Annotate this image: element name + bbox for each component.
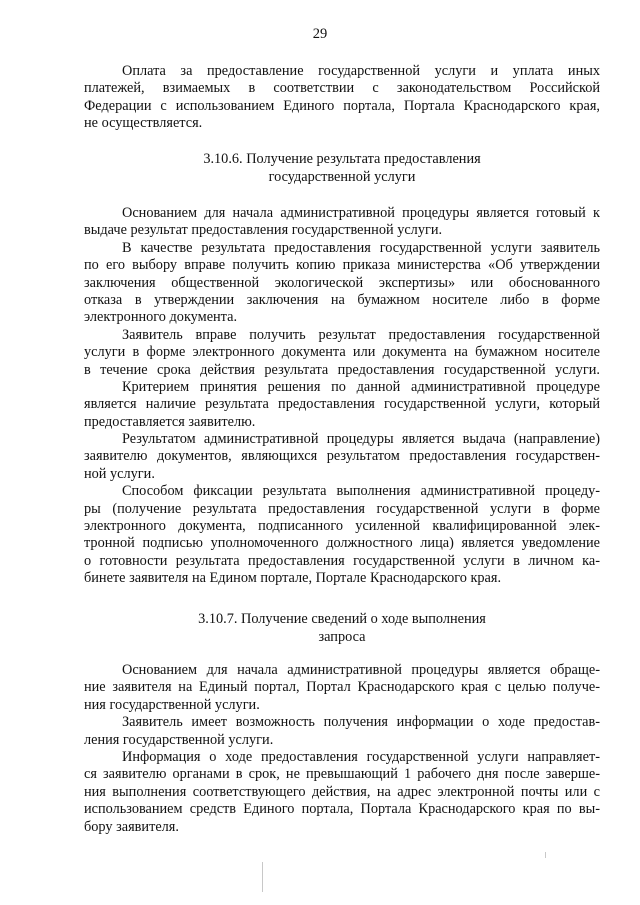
- text-line: бинете заявителя на Едином портале, Портале Краснодарского края.: [84, 570, 502, 587]
- text-line: услуги в форме электронного документа или документа на бумажном носителе: [84, 344, 600, 361]
- text-line: по его выбору вправе получить копию приказа министерства «Об утверждении: [84, 257, 600, 274]
- text-line: выдаче результат предоставления государственной услуги.: [84, 222, 443, 239]
- text-line: отказа в утверждении заключения на бумажном носителе либо в форме: [84, 291, 600, 308]
- text-line: Критерием принятия решения по данной административной процедуре: [122, 378, 600, 395]
- section-heading-3-10-7: [84, 610, 600, 646]
- text-line: Заявитель вправе получить результат предоставления государственной: [122, 326, 600, 343]
- text-line: электронного документа.: [84, 309, 238, 326]
- text-line: Федерации с использованием Единого портала, Портала Краснодарского края,: [84, 97, 600, 114]
- text-line: электронного документа, подписанного усиленной квалифицированной элек-: [84, 518, 600, 535]
- text-line: является наличие результата предоставления государственной услуги, который: [84, 396, 600, 413]
- text-line: Основанием для начала административной процедуры является готовый к: [122, 205, 600, 221]
- text-line: использованием средств Единого портала, Портала Краснодарского края по вы-: [84, 801, 600, 818]
- heading-line: 3.10.6. Получение результата предоставления: [203, 151, 481, 167]
- text-line: ры (получение результата предоставления государственной услуги в форме: [84, 500, 600, 517]
- text-line: о готовности результата предоставления государственной услуги в личном ка-: [84, 552, 600, 569]
- text-line: Оплата за предоставление государственной услуги и уплата иных: [122, 63, 600, 79]
- scan-speck: [262, 862, 263, 892]
- text-line: Информация о ходе предоставления государственной услуги направляет-: [122, 748, 600, 765]
- text-line: ние заявителя на Единый портал, Портал Краснодарского края с целью получе-: [84, 679, 600, 696]
- paragraph-payment: [84, 63, 600, 133]
- text-line: В качестве результата предоставления государственной услуги заявитель: [122, 239, 600, 256]
- text-line: заключения общественной экологической экспертизы» или обоснованного: [84, 274, 600, 291]
- text-line: ления государственной услуги.: [84, 731, 274, 748]
- text-line: ния выполнения соответствующего действия, на адрес электронной почты или с: [84, 783, 600, 800]
- section-heading-3-10-6: [84, 150, 600, 186]
- text-line: Основанием для начала административной процедуры является обраще-: [122, 662, 600, 678]
- text-line: не осуществляется.: [84, 115, 203, 132]
- heading-line: 3.10.7. Получение сведений о ходе выполнения: [198, 611, 486, 627]
- text-line: ся заявителю органами в срок, не превышающий 1 рабочего дня после заверше-: [84, 766, 600, 783]
- heading-line: запроса: [318, 629, 366, 645]
- text-line: предоставляется заявителю.: [84, 413, 256, 430]
- text-line: ной услуги.: [84, 465, 155, 482]
- text-line: в течение срока действия результата предоставления государственной услуги.: [84, 361, 600, 378]
- text-line: заявителю документов, являющихся результатом предоставления государствен-: [84, 448, 600, 465]
- text-line: бору заявителя.: [84, 818, 179, 835]
- heading-line: государственной услуги: [268, 169, 416, 185]
- text-line: Результатом административной процедуры является выдача (направление): [122, 431, 600, 448]
- section-body-3-10-7: [84, 662, 600, 836]
- text-line: тронной подписью уполномоченного должностного лица) является уведомление: [84, 535, 600, 552]
- page-number: 29: [312, 26, 328, 42]
- scan-speck: [545, 852, 546, 858]
- text-line: ния государственной услуги.: [84, 696, 260, 713]
- text-line: Заявитель имеет возможность получения информации о ходе предостав-: [122, 714, 600, 731]
- section-body-3-10-6: [84, 205, 600, 588]
- text-line: платежей, взимаемых в соответствии с законодательством Российской: [84, 80, 600, 97]
- text-line: Способом фиксации результата выполнения административной процеду-: [122, 483, 600, 500]
